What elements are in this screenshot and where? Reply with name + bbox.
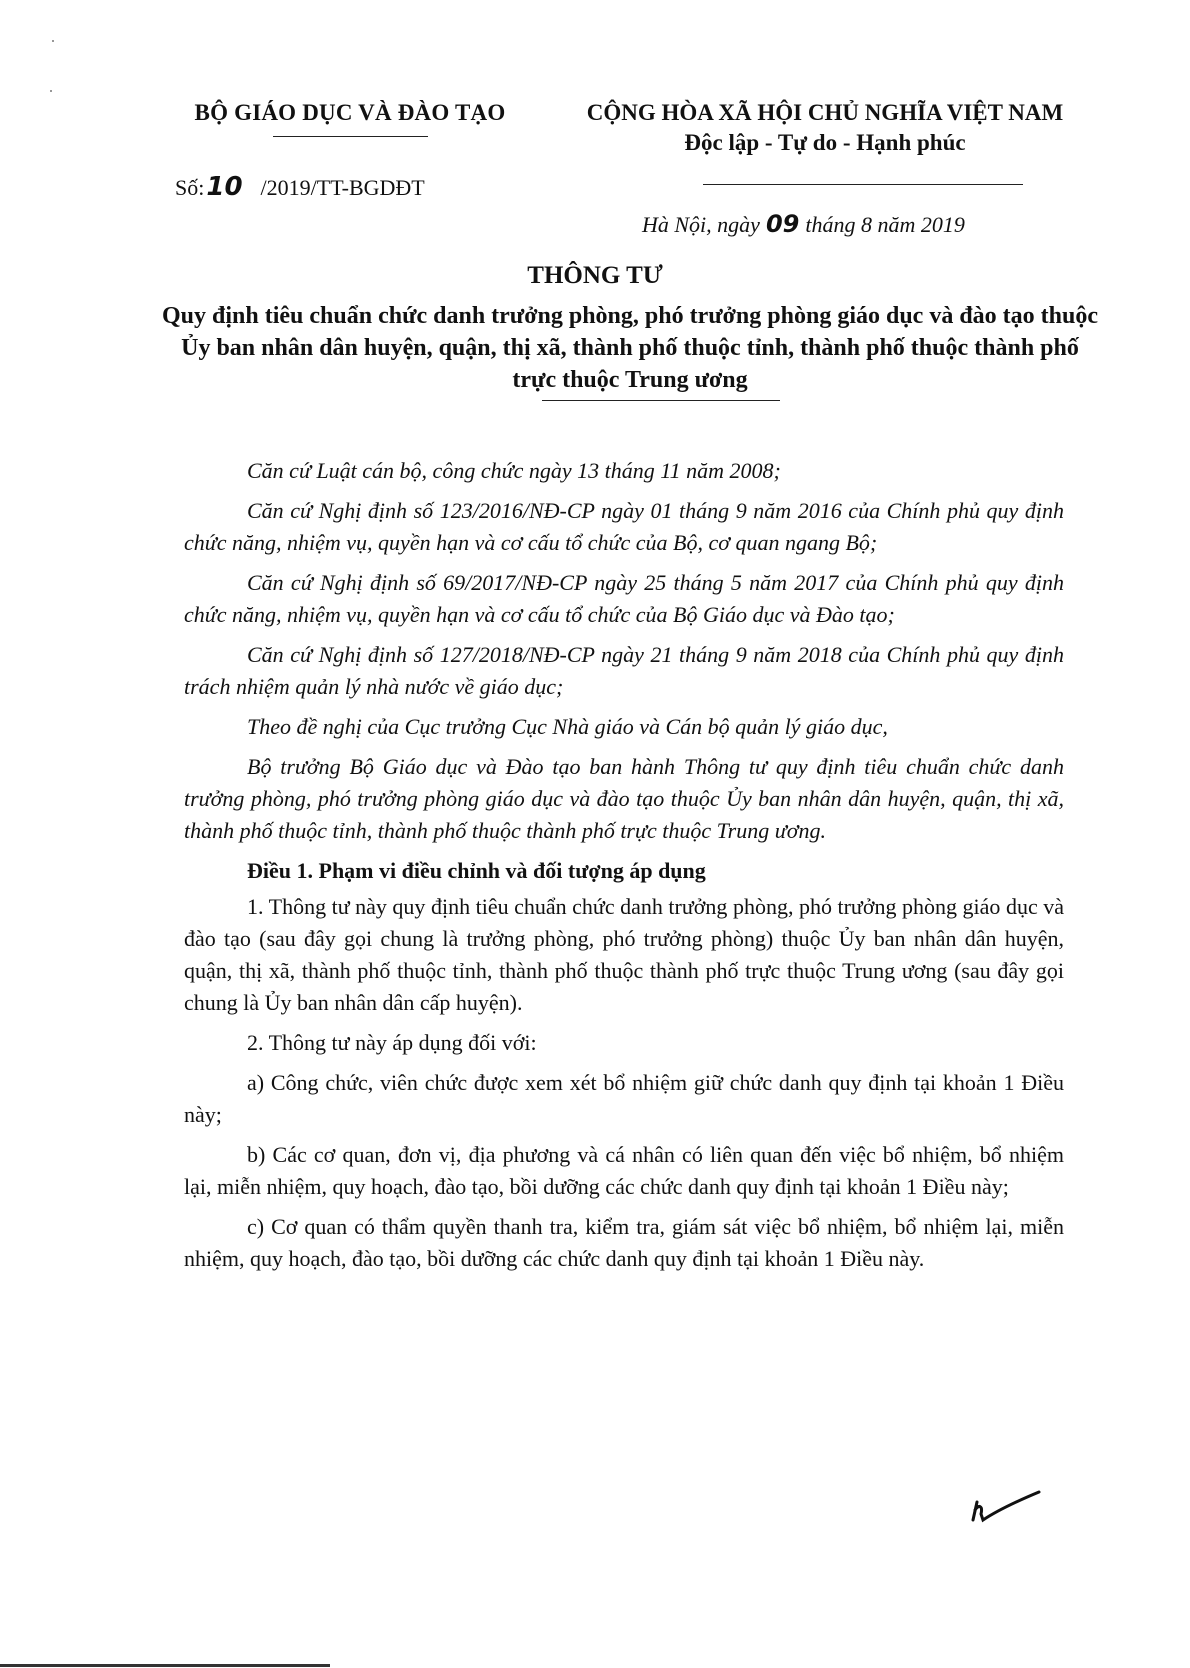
preamble-item: Căn cứ Nghị định số 127/2018/NĐ-CP ngày 21 tháng 9 năm 2018 của Chính phủ quy định trách nhiệm quản lý nhà nước về giáo dục; bbox=[184, 642, 1064, 699]
article-1-clause: a) Công chức, viên chức được xem xét bổ nhiệm giữ chức danh quy định tại khoản 1 Điều này; bbox=[184, 1070, 1064, 1127]
title-underline bbox=[542, 400, 780, 401]
date-day-handwritten: 09 bbox=[765, 210, 800, 238]
scan-speck bbox=[50, 90, 52, 92]
article-1-clause: b) Các cơ quan, đơn vị, địa phương và cá nhân có liên quan đến việc bổ nhiệm, bổ nhiệm lại, miễn nhiệm, quy hoạch, đào tạo, bồi dưỡng các chức danh quy định tại khoản 1 Điều này; bbox=[184, 1142, 1064, 1199]
republic-name: CỘNG HÒA XÃ HỘI CHỦ NGHĨA VIỆT NAM bbox=[586, 100, 1064, 125]
ministry-underline bbox=[273, 136, 428, 137]
scan-speck bbox=[52, 40, 54, 42]
date-suffix: tháng 8 năm 2019 bbox=[805, 212, 965, 237]
date-line bbox=[642, 210, 965, 238]
national-motto: Độc lập - Tự do - Hạnh phúc bbox=[684, 130, 966, 155]
document-number bbox=[175, 172, 425, 202]
page-bottom-edge bbox=[0, 1664, 330, 1667]
document-subtitle: Quy định tiêu chuẩn chức danh trưởng phòng, phó trưởng phòng giáo dục và đào tạo thuộc Ủy ban nhân dân huyện, quận, thị xã, thành phố thuộc tỉnh, thành phố thuộc thành phố trực thuộc Trung ương bbox=[161, 303, 1099, 393]
article-1-clause: c) Cơ quan có thẩm quyền thanh tra, kiểm tra, giám sát việc bổ nhiệm, bổ nhiệm lại, miễn nhiệm, quy hoạch, đào tạo, bồi dưỡng các chức danh quy định tại khoản 1 Điều này. bbox=[184, 1214, 1064, 1271]
preamble-item: Theo đề nghị của Cục trưởng Cục Nhà giáo và Cán bộ quản lý giáo dục, bbox=[247, 714, 888, 739]
document-body bbox=[184, 455, 1064, 1283]
document-type: THÔNG TƯ bbox=[527, 262, 663, 289]
article-1-clause: 2. Thông tư này áp dụng đối với: bbox=[247, 1030, 537, 1055]
initial-signature-icon bbox=[965, 1490, 1045, 1530]
date-prefix: Hà Nội, ngày bbox=[642, 212, 760, 237]
article-1-clause: 1. Thông tư này quy định tiêu chuẩn chức danh trưởng phòng, phó trưởng phòng giáo dục và đào tạo (sau đây gọi chung là trưởng phòng, phó trưởng phòng) thuộc Ủy ban nhân dân huyện, quận, thị xã, thành phố thuộc tỉnh, thành phố thuộc thành phố trực thuộc Trung ương (sau đây gọi chung là Ủy ban nhân dân cấp huyện). bbox=[184, 894, 1064, 1015]
header-right bbox=[560, 100, 1090, 156]
preamble-item: Căn cứ Nghị định số 69/2017/NĐ-CP ngày 25 tháng 5 năm 2017 của Chính phủ quy định chức năng, nhiệm vụ, quyền hạn và cơ cấu tổ chức của Bộ Giáo dục và Đào tạo; bbox=[184, 570, 1064, 627]
motto-underline bbox=[703, 184, 1023, 185]
preamble-item: Bộ trưởng Bộ Giáo dục và Đào tạo ban hành Thông tư quy định tiêu chuẩn chức danh trưởng phòng, phó trưởng phòng giáo dục và đào tạo thuộc Ủy ban nhân dân huyện, quận, thị xã, thành phố thuộc tỉnh, thành phố thuộc thành phố trực thuộc Trung ương. bbox=[184, 754, 1064, 843]
article-1-title: Điều 1. Phạm vi điều chỉnh và đối tượng áp dụng bbox=[247, 858, 706, 883]
preamble-item: Căn cứ Nghị định số 123/2016/NĐ-CP ngày 01 tháng 9 năm 2016 của Chính phủ quy định chức năng, nhiệm vụ, quyền hạn và cơ cấu tổ chức của Bộ, cơ quan ngang Bộ; bbox=[184, 498, 1064, 555]
preamble-item: Căn cứ Luật cán bộ, công chức ngày 13 tháng 11 năm 2008; bbox=[247, 458, 781, 483]
header-left bbox=[150, 100, 550, 202]
doc-number-handwritten: 10 bbox=[206, 172, 243, 202]
ministry-name: BỘ GIÁO DỤC VÀ ĐÀO TẠO bbox=[194, 100, 506, 125]
doc-number-prefix: Số: bbox=[175, 175, 205, 200]
doc-number-suffix: /2019/TT-BGDĐT bbox=[260, 175, 425, 200]
